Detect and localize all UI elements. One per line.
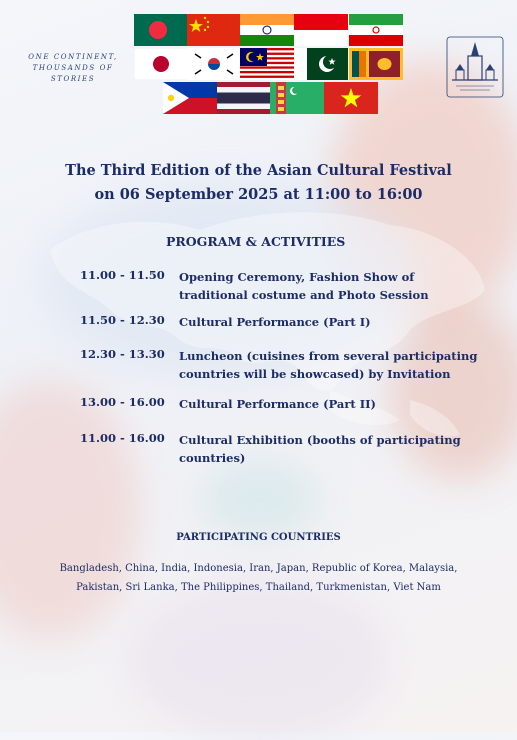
countries-list: Bangladesh, China, India, Indonesia, Iran, Japan, Republic of Korea, Malaysia, Pakistan, Sri Lanka, The Philippines, Thailand, Turkmenistan, Viet Nam xyxy=(59,563,458,593)
event-date-time: on 06 September 2025 at 11:00 to 16:00 xyxy=(94,186,423,203)
turkmenistan-flag-icon xyxy=(270,82,324,114)
countries-heading: PARTICIPATING COUNTRIES xyxy=(176,532,341,543)
program-time: 11.00 - 16.00 xyxy=(80,431,165,445)
pakistan-flag-icon xyxy=(294,48,348,80)
malaysia-flag-icon xyxy=(240,48,294,80)
program-heading: PROGRAM & ACTIVITIES xyxy=(166,234,346,249)
bangladesh-flag-icon xyxy=(134,14,188,46)
program-activity: Cultural Exhibition (booths of participating countries) xyxy=(179,433,461,465)
museum-building-logo xyxy=(446,36,504,98)
program-time: 11.00 - 11.50 xyxy=(80,268,165,282)
iran-flag-icon xyxy=(349,14,403,46)
thailand-flag-icon xyxy=(217,82,271,114)
program-activity: Luncheon (cuisines from several participating countries will be showcased) by Invitation xyxy=(179,349,478,381)
indonesia-flag-icon xyxy=(294,14,348,46)
india-flag-icon xyxy=(240,14,294,46)
background-wash xyxy=(130,580,390,740)
background-wash xyxy=(200,460,320,540)
program-time: 11.50 - 12.30 xyxy=(80,313,165,327)
program-time: 12.30 - 13.30 xyxy=(80,347,165,361)
south-korea-flag-icon xyxy=(187,48,241,80)
program-activity: Cultural Performance (Part I) xyxy=(179,315,371,329)
festival-tagline: ONE CONTINENT, THOUSANDS OF STORIES xyxy=(28,53,118,83)
japan-flag-icon xyxy=(134,48,188,80)
china-flag-icon xyxy=(187,14,241,46)
sri-lanka-flag-icon xyxy=(349,48,403,80)
philippines-flag-icon xyxy=(163,82,217,114)
vietnam-flag-icon xyxy=(324,82,378,114)
program-activity: Cultural Performance (Part II) xyxy=(179,397,376,411)
program-activity: Opening Ceremony, Fashion Show of traditional costume and Photo Session xyxy=(179,270,429,302)
event-title: The Third Edition of the Asian Cultural Festival xyxy=(65,162,452,179)
program-time: 13.00 - 16.00 xyxy=(80,395,165,409)
